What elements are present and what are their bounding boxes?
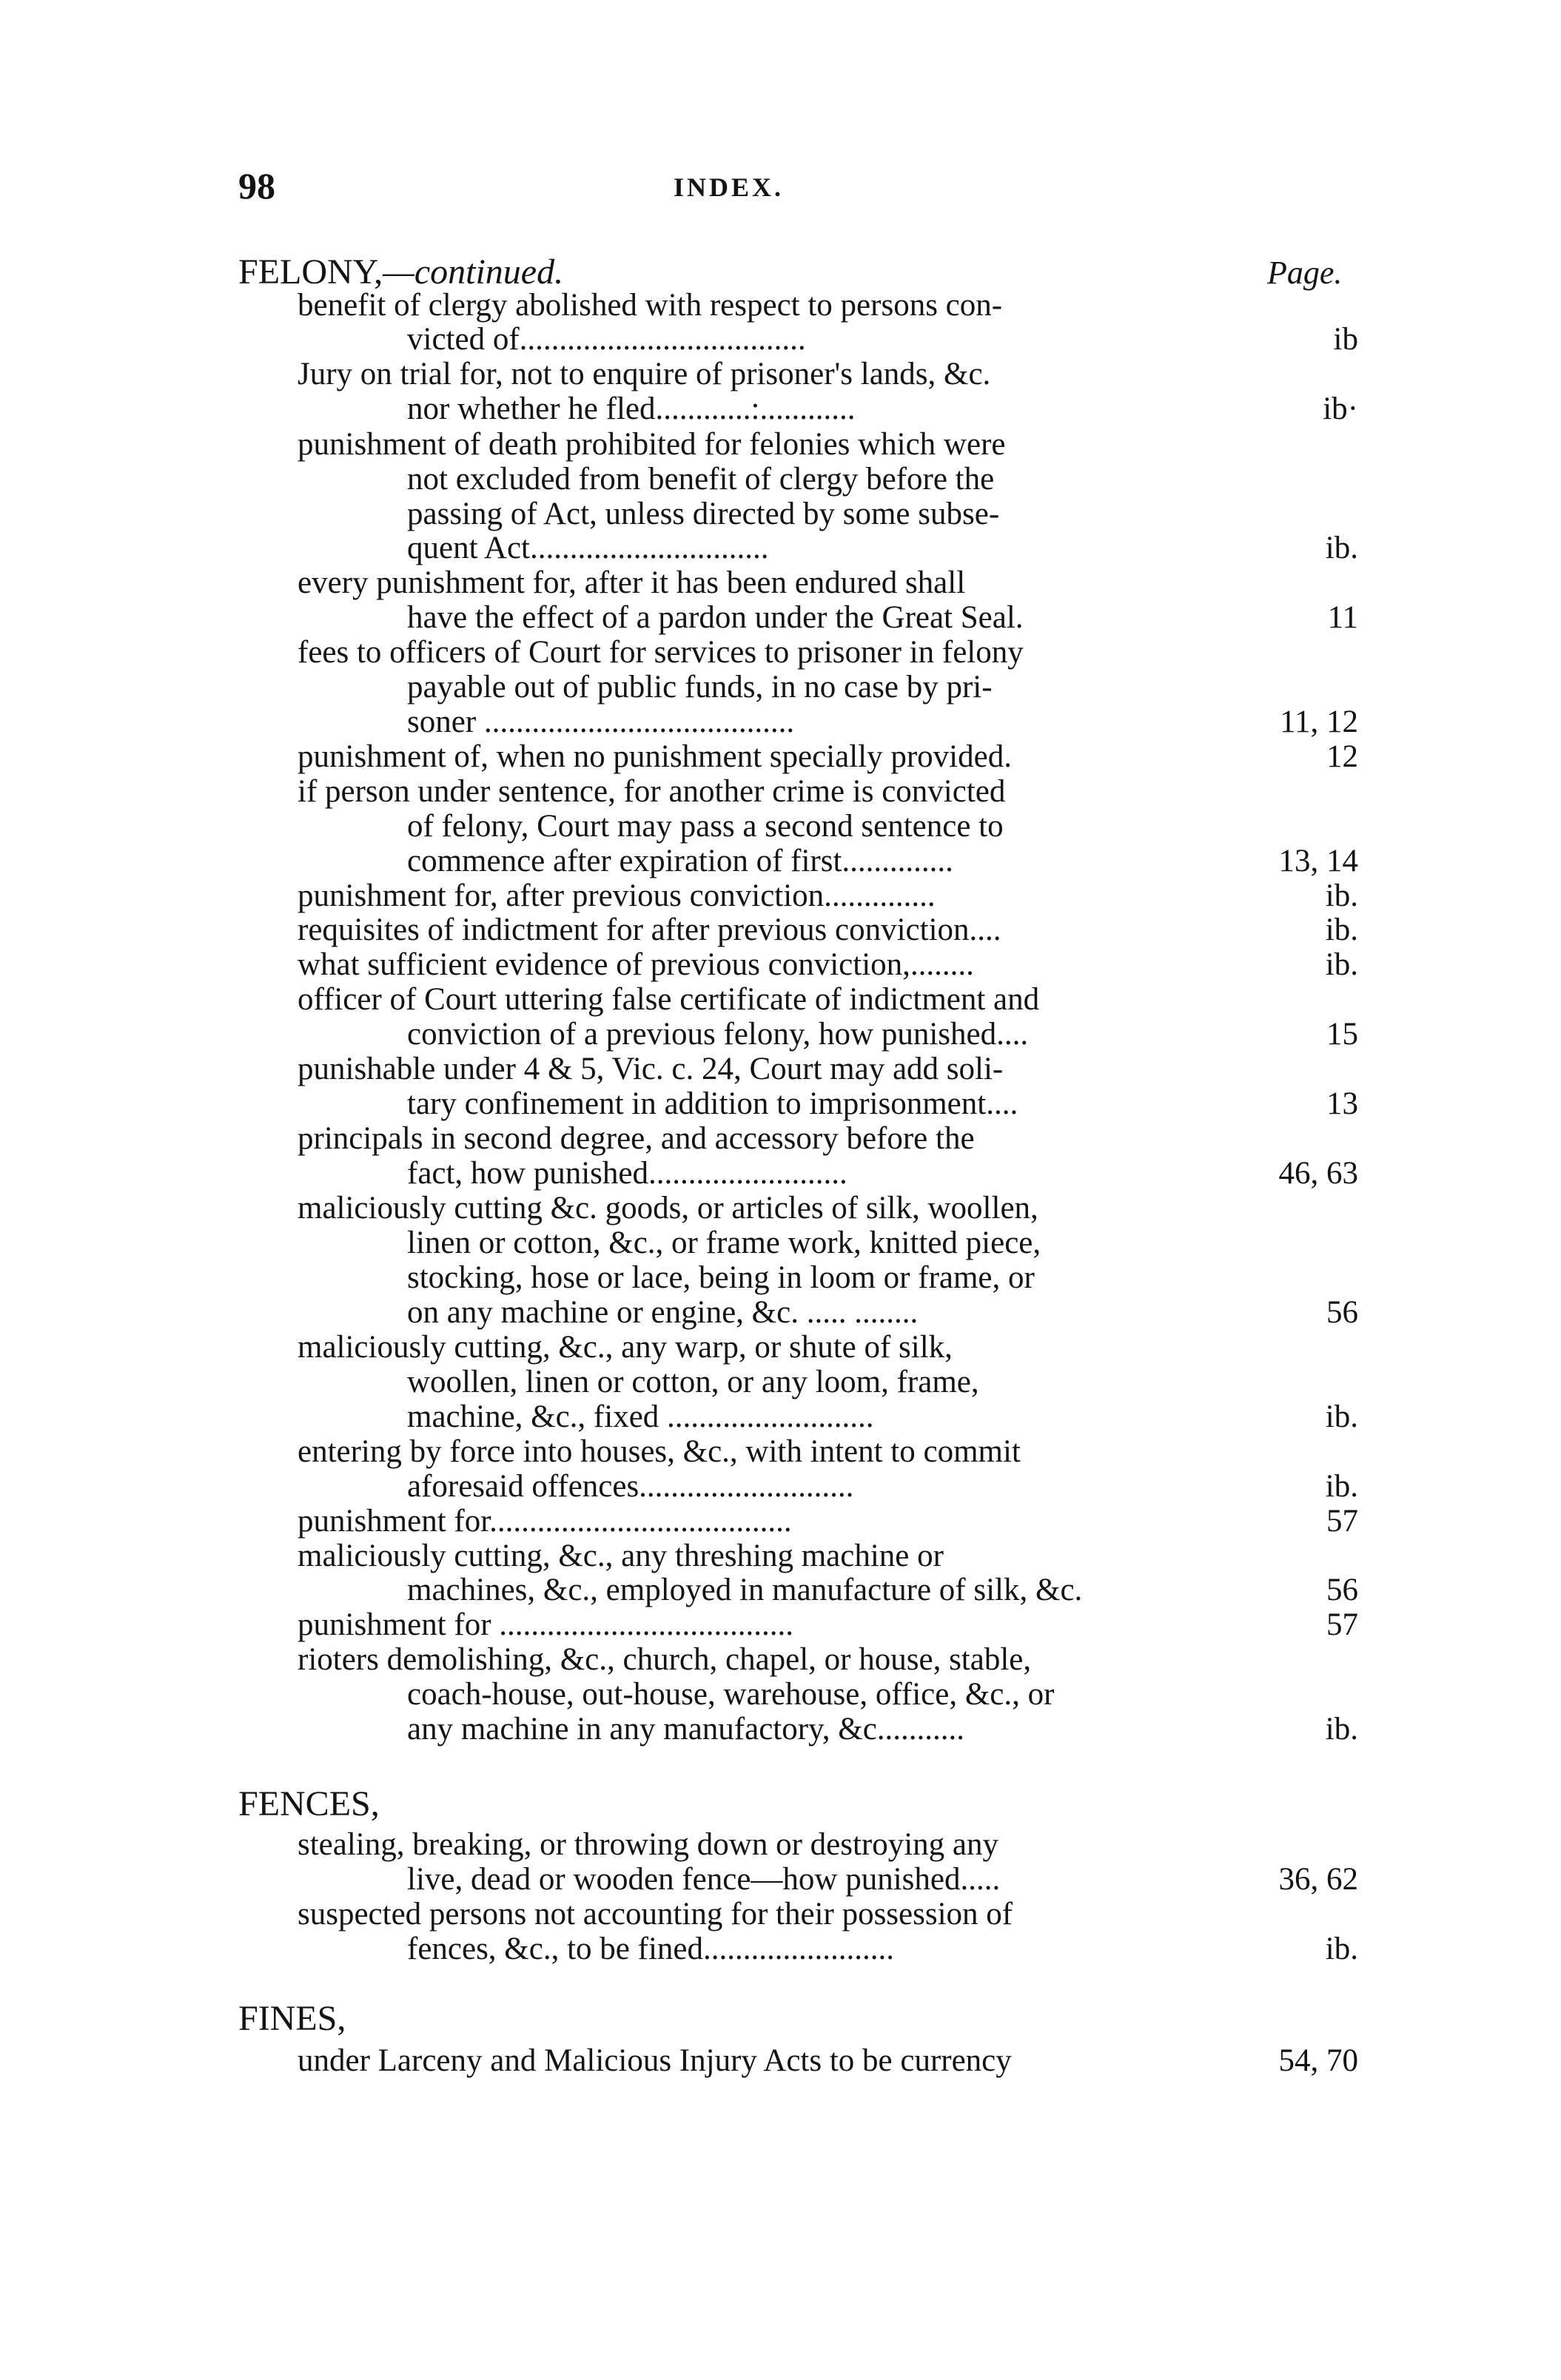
page-reference: 46, 63 (1278, 1156, 1358, 1191)
running-head: INDEX. (674, 172, 785, 202)
index-entry-line: stealing, breaking, or throwing down or destroying any (298, 1827, 999, 1862)
index-entry-line: machine, &c., fixed .......................... (407, 1399, 874, 1434)
page-reference: 36, 62 (1278, 1862, 1358, 1897)
index-entry-line: punishment for, after previous conviction.............. (298, 878, 936, 913)
page-column-label: Page. (1267, 255, 1343, 291)
index-entry-line: Jury on trial for, not to enquire of prisoner's lands, &c. (298, 357, 991, 391)
index-entry-line: principals in second degree, and accessory before the (298, 1121, 975, 1156)
index-entry-line: officer of Court uttering false certificate of indictment and (298, 982, 1040, 1017)
index-entry-line: maliciously cutting, &c., any warp, or shute of silk, (298, 1330, 953, 1365)
index-entry-line: victed of.................................... (407, 322, 806, 357)
section-heading-continued: —continued. (383, 252, 564, 292)
index-entry-line: suspected persons not accounting for their possession of (298, 1897, 1013, 1932)
index-entry-line: maliciously cutting, &c., any threshing machine or (298, 1539, 944, 1573)
page-reference: 54, 70 (1278, 2043, 1358, 2078)
index-entry-line: on any machine or engine, &c. ..... ........ (407, 1295, 919, 1330)
page-reference: ib. (1325, 1932, 1358, 1966)
index-entry-line: stocking, hose or lace, being in loom or frame, or (407, 1260, 1035, 1295)
page-reference: 13, 14 (1278, 844, 1358, 878)
page-reference: 11 (1327, 600, 1358, 635)
index-entry-line: fees to officers of Court for services to prisoner in felony (298, 635, 1024, 670)
page-reference: ib. (1325, 1712, 1358, 1747)
page-reference: ib. (1325, 878, 1358, 913)
index-entry-line: live, dead or wooden fence—how punished..... (407, 1862, 1001, 1897)
page-reference: ib (1333, 322, 1358, 357)
index-entry-line: soner ....................................... (407, 705, 795, 739)
page-reference: ib. (1325, 1469, 1358, 1504)
page-reference: ib. (1325, 912, 1358, 947)
page-reference: 56 (1326, 1573, 1358, 1607)
index-entry-line: not excluded from benefit of clergy before the (407, 462, 995, 497)
index-entry-line: quent Act.............................. (407, 531, 769, 565)
section-heading (238, 252, 563, 292)
page-reference: ib· (1323, 391, 1358, 426)
index-entry-line: have the effect of a pardon under the Great Seal. (407, 600, 1024, 635)
index-entry-line: nor whether he fled............:............ (407, 391, 856, 426)
index-entry-line: entering by force into houses, &c., with intent to commit (298, 1434, 1021, 1469)
section-heading-term: FENCES, (238, 1784, 380, 1823)
section-heading-term: FELONY, (238, 252, 383, 292)
page-reference: 15 (1326, 1017, 1358, 1052)
page-reference: ib. (1325, 531, 1358, 565)
page-reference: 56 (1326, 1295, 1358, 1330)
index-entry-line: fact, how punished......................... (407, 1156, 847, 1191)
page-reference: 57 (1326, 1504, 1358, 1539)
index-entry-line: under Larceny and Malicious Injury Acts to be currency (298, 2043, 1012, 2078)
index-entry-line: aforesaid offences........................... (407, 1469, 854, 1504)
index-entry-line: benefit of clergy abolished with respect to persons con- (298, 288, 1003, 323)
index-entry-line: what sufficient evidence of previous conviction,........ (298, 947, 974, 982)
index-entry-line: punishment of death prohibited for felonies which were (298, 427, 1006, 462)
index-entry-line: linen or cotton, &c., or frame work, knitted piece, (407, 1226, 1041, 1260)
index-entry-line: punishable under 4 & 5, Vic. c. 24, Court may add soli- (298, 1052, 1004, 1086)
index-entry-line: requisites of indictment for after previous conviction.... (298, 912, 1001, 947)
index-entry-line: if person under sentence, for another crime is convicted (298, 774, 1006, 809)
page-reference: ib. (1325, 1399, 1358, 1434)
page-number: 98 (238, 165, 275, 206)
section-heading (238, 1784, 380, 1824)
index-entry-line: tary confinement in addition to imprisonment.... (407, 1086, 1018, 1121)
index-entry-line: of felony, Court may pass a second sentence to (407, 809, 1004, 844)
index-entry-line: every punishment for, after it has been endured shall (298, 565, 966, 600)
index-entry-line: punishment for...................................... (298, 1504, 792, 1539)
index-entry-line: woollen, linen or cotton, or any loom, frame, (407, 1365, 979, 1399)
page-reference: 12 (1326, 739, 1358, 774)
index-entry-line: any machine in any manufactory, &c........... (407, 1712, 965, 1747)
page-reference: 57 (1326, 1607, 1358, 1642)
index-entry-line: payable out of public funds, in no case by pri- (407, 670, 993, 705)
section-heading-term: FINES, (238, 1999, 346, 2038)
index-entry-line: machines, &c., employed in manufacture of silk, &c. (407, 1573, 1083, 1607)
index-entry-line: conviction of a previous felony, how punished.... (407, 1017, 1029, 1052)
index-entry-line: punishment for ..................................... (298, 1607, 794, 1642)
index-entry-line: punishment of, when no punishment specially provided. (298, 739, 1012, 774)
index-entry-line: commence after expiration of first.............. (407, 844, 953, 878)
index-entry-line: rioters demolishing, &c., church, chapel, or house, stable, (298, 1642, 1032, 1677)
page-reference: 13 (1326, 1086, 1358, 1121)
index-entry-line: passing of Act, unless directed by some subse- (407, 497, 1000, 531)
index-entry-line: coach-house, out-house, warehouse, office, &c., or (407, 1677, 1055, 1712)
index-entry-line: maliciously cutting &c. goods, or articles of silk, woollen, (298, 1191, 1038, 1226)
page-reference: ib. (1325, 947, 1358, 982)
page-reference: 11, 12 (1280, 705, 1358, 739)
index-entry-line: fences, &c., to be fined........................ (407, 1932, 894, 1966)
section-heading (238, 1998, 346, 2039)
